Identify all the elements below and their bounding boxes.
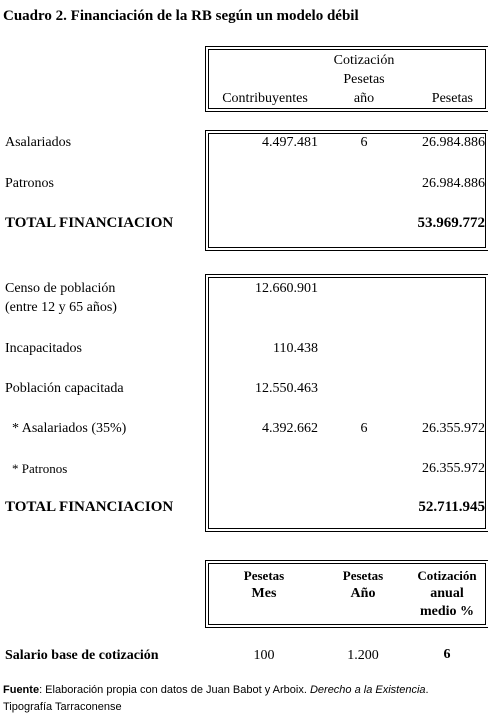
- row-salario-ano: 1.200: [347, 648, 379, 663]
- row-patronos2-pesetas: 26.355.972: [422, 461, 485, 476]
- row-capacitada-label: Población capacitada: [5, 381, 124, 396]
- row-asalariados-cot: 6: [360, 135, 368, 150]
- footer-publisher: Tipografía Tarraconense: [3, 701, 122, 713]
- header-pesetas: Pesetas: [431, 91, 473, 106]
- row-incapacitados-label: Incapacitados: [5, 341, 82, 356]
- row-salario-label: Salario base de cotización: [5, 648, 159, 663]
- row-capacitada-contrib: 12.550.463: [255, 381, 318, 396]
- row-total1-pesetas: 53.969.772: [417, 215, 485, 231]
- row-censo-label-2: (entre 12 y 65 años): [5, 300, 117, 315]
- row-asalariados2-contrib: 4.392.662: [262, 421, 318, 436]
- row-asalariados-pesetas: 26.984.886: [422, 135, 485, 150]
- header-contribuyentes: Contribuyentes: [222, 91, 308, 106]
- row-total1-label: TOTAL FINANCIACION: [5, 215, 174, 231]
- row-incapacitados-contrib: 110.438: [273, 341, 318, 356]
- row-patronos-pesetas: 26.984.886: [422, 176, 485, 191]
- row-asalariados-label: Asalariados: [5, 135, 72, 150]
- header-ano-1: Pesetas: [342, 568, 384, 583]
- table-title: Cuadro 2. Financiación de la RB según un modelo débil: [3, 8, 359, 24]
- footer-source: [3, 684, 429, 696]
- row-asalariados2-cot: 6: [360, 421, 368, 436]
- row-censo-contrib: 12.660.901: [255, 281, 318, 296]
- row-asalariados2-label: * Asalariados (35%): [12, 421, 127, 436]
- row-salario-cot: 6: [443, 647, 451, 662]
- footer-source-end: .: [425, 684, 429, 696]
- header-cotizacion-1: Cotización: [333, 53, 395, 68]
- row-patronos2-label: * Patronos: [12, 461, 68, 476]
- header-mes-2: Mes: [251, 586, 277, 601]
- footer-source-text: : Elaboración propia con datos de Juan Babot y Arboix.: [39, 684, 310, 696]
- footer-source-italic: Derecho a la Existencia: [309, 684, 426, 696]
- header-mes-1: Pesetas: [243, 568, 285, 583]
- header-ano-2: Año: [350, 586, 376, 601]
- header-cot-1: Cotización: [417, 568, 477, 583]
- row-total2-pesetas: 52.711.945: [418, 499, 485, 515]
- row-patronos-label: Patronos: [5, 176, 54, 191]
- block2-box: [205, 274, 488, 532]
- row-censo-label-1: Censo de población: [5, 281, 116, 296]
- footer-source-label: Fuente: [3, 684, 40, 696]
- header-cot-2: anual: [430, 586, 464, 601]
- header-cot-3: medio %: [419, 604, 475, 619]
- row-total2-label: TOTAL FINANCIACION: [5, 499, 174, 515]
- row-asalariados-contrib: 4.497.481: [262, 135, 318, 150]
- header-cotizacion-2: Pesetas: [343, 72, 385, 87]
- row-salario-mes: 100: [253, 648, 275, 663]
- header-cotizacion-3: año: [353, 91, 375, 106]
- row-asalariados2-pesetas: 26.355.972: [422, 421, 485, 436]
